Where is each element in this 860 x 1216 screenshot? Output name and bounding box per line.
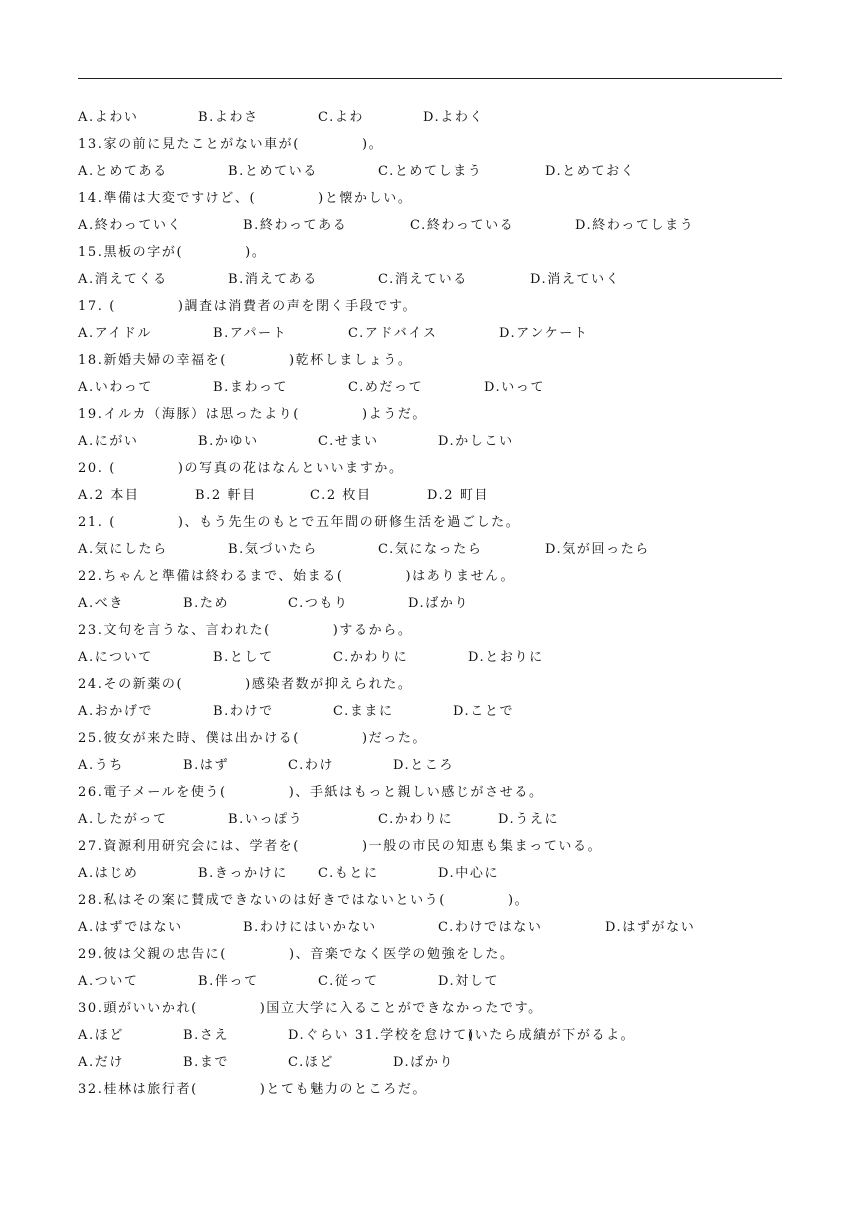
answer-option: D.アンケート	[499, 326, 589, 341]
question-line	[78, 887, 798, 914]
question-text-end: )と懐かしい。	[318, 191, 413, 206]
question-text: 19.イルカ（海豚）は思ったより(	[78, 407, 300, 422]
answer-option: B.2 軒目	[195, 488, 257, 503]
options-line	[78, 536, 798, 563]
options-line	[78, 1049, 798, 1076]
question-text: 28.私はその案に賛成できないのは好きではないという(	[78, 893, 446, 908]
options-line	[78, 212, 798, 239]
question-text: 32.桂林は旅行者(	[78, 1082, 198, 1097]
answer-option: D.消えていく	[530, 272, 621, 287]
question-line	[78, 131, 798, 158]
answer-option: B.さえ	[183, 1028, 230, 1043]
answer-option: C.2 枚目	[310, 488, 372, 503]
answer-option: D.ばかり	[393, 1055, 455, 1070]
question-text-end: )一般の市民の知恵も集まっている。	[361, 839, 603, 854]
answer-option: A.いわって	[78, 380, 153, 395]
answer-option: B.かゆい	[198, 434, 259, 449]
question-text: 22.ちゃんと準備は終わるまで、始まる(	[78, 569, 344, 584]
exam-content	[78, 104, 798, 1103]
answer-option: B.として	[213, 650, 274, 665]
question-text-end: )。	[245, 245, 267, 260]
question-line	[78, 779, 798, 806]
question-line	[78, 725, 798, 752]
answer-option: A.終わっていく	[78, 218, 183, 233]
question-line	[78, 455, 798, 482]
answer-option: C.もとに	[318, 866, 379, 881]
options-line	[78, 860, 798, 887]
answer-option: C.せまい	[318, 434, 379, 449]
answer-option: B.わけにはいかない	[243, 920, 377, 935]
answer-option: B.ため	[183, 596, 230, 611]
options-line	[78, 698, 798, 725]
answer-option: C.従って	[318, 974, 379, 989]
answer-option: B.はず	[183, 758, 230, 773]
question-text-end: )、もう先生のもとで五年間の研修生活を過ごした。	[177, 515, 521, 530]
answer-option: C.めだって	[348, 380, 424, 395]
question-text-end: )はありません。	[405, 569, 516, 584]
options-line	[78, 644, 798, 671]
options-line	[78, 752, 798, 779]
answer-option: B.まわって	[213, 380, 289, 395]
answer-option: A.にがい	[78, 434, 139, 449]
question-line	[78, 671, 798, 698]
answer-option: B.まで	[183, 1055, 230, 1070]
answer-option: D.ばかり	[408, 596, 470, 611]
options-line	[78, 104, 798, 131]
answer-option: D.気が回ったら	[545, 542, 650, 557]
question-text: 29.彼は父親の忠告に(	[78, 947, 227, 962]
question-line	[78, 239, 798, 266]
answer-option: D.終わってしまう	[575, 218, 695, 233]
answer-option: C.かわりに	[378, 812, 454, 827]
question-text: 14.準備は大変ですけど、(	[78, 191, 257, 206]
answer-option: A.はずではない	[78, 920, 183, 935]
answer-option: D.ぐらい 31.学校を怠けて(	[288, 1028, 475, 1043]
answer-option: D.中心に	[438, 866, 500, 881]
question-text: 15.黒板の字が(	[78, 245, 184, 260]
question-text-end: )。	[361, 137, 384, 152]
answer-option: D.2 町目	[427, 488, 490, 503]
answer-option: D.うえに	[498, 812, 560, 827]
answer-option: C.かわりに	[333, 650, 409, 665]
question-text: 27.資源利用研究会には、学者を(	[78, 839, 300, 854]
question-text: 30.頭がいいかれ(	[78, 1001, 198, 1016]
question-line	[78, 509, 798, 536]
question-text: 23.文句を言うな、言われた(	[78, 623, 271, 638]
answer-option: D.とおりに	[468, 650, 544, 665]
options-line	[78, 158, 798, 185]
question-text-end: )するから。	[332, 623, 413, 638]
answer-option: C.つもり	[288, 596, 349, 611]
options-line	[78, 428, 798, 455]
answer-option: C.終わっている	[410, 218, 515, 233]
answer-option: D.対して	[438, 974, 500, 989]
question-line	[78, 941, 798, 968]
question-line	[78, 347, 798, 374]
question-text-end: )乾杯しましょう。	[288, 353, 413, 368]
question-text-end: )国立大学に入ることができなかったです。	[259, 1001, 543, 1016]
options-line	[78, 968, 798, 995]
question-text-end: )感染者数が抑えられた。	[245, 677, 413, 692]
answer-option: A.ついて	[78, 974, 139, 989]
answer-option: C.よわ	[318, 110, 365, 125]
answer-option: D.かしこい	[438, 434, 514, 449]
question-line	[78, 833, 798, 860]
question-text-end: )だった。	[361, 731, 428, 746]
answer-option: C.消えている	[378, 272, 468, 287]
options-line	[78, 914, 798, 941]
answer-option: B.アパート	[213, 326, 288, 341]
options-line	[78, 1022, 798, 1049]
question-text: 24.その新薬の(	[78, 677, 184, 692]
answer-option: B.とめている	[228, 164, 318, 179]
question-text-end: )、手紙はもっと親しい感じがさせる。	[288, 785, 544, 800]
question-line	[78, 563, 798, 590]
answer-option: A.はじめ	[78, 866, 139, 881]
answer-option: C.わけではない	[438, 920, 543, 935]
question-text: 26.電子メールを使う(	[78, 785, 227, 800]
answer-option: D.とめておく	[545, 164, 636, 179]
answer-option: )いたら成績が下がるよ。	[468, 1028, 636, 1043]
answer-option: C.アドバイス	[348, 326, 438, 341]
question-line	[78, 995, 798, 1022]
answer-option: B.終わってある	[243, 218, 348, 233]
question-line	[78, 1076, 798, 1103]
question-text: 20. (	[78, 461, 116, 476]
answer-option: A.したがって	[78, 812, 168, 827]
answer-option: C.ほど	[288, 1055, 335, 1070]
options-line	[78, 806, 798, 833]
answer-option: B.よわさ	[198, 110, 259, 125]
answer-option: A.おかげで	[78, 704, 154, 719]
answer-option: C.気になったら	[378, 542, 483, 557]
answer-option: A.とめてある	[78, 164, 168, 179]
answer-option: A.だけ	[78, 1055, 124, 1070]
answer-option: B.消えてある	[228, 272, 318, 287]
answer-option: A.うち	[78, 758, 124, 773]
answer-option: D.はずがない	[605, 920, 696, 935]
answer-option: A.について	[78, 650, 153, 665]
answer-option: C.ままに	[333, 704, 394, 719]
answer-option: B.きっかけに	[198, 866, 288, 881]
answer-option: A.消えてくる	[78, 272, 168, 287]
answer-option: A.2 本目	[78, 488, 140, 503]
question-text: 18.新婚夫婦の幸福を(	[78, 353, 227, 368]
answer-option: A.アイドル	[78, 326, 152, 341]
options-line	[78, 266, 798, 293]
answer-option: D.ことで	[453, 704, 515, 719]
question-line	[78, 617, 798, 644]
question-text-end: )とても魅力のところだ。	[259, 1082, 428, 1097]
question-text-end: )ようだ。	[361, 407, 428, 422]
answer-option: C.わけ	[288, 758, 335, 773]
answer-option: B.伴って	[198, 974, 259, 989]
answer-option: A.よわい	[78, 110, 139, 125]
options-line	[78, 590, 798, 617]
question-text-end: )。	[507, 893, 530, 908]
header-rule	[78, 78, 782, 79]
answer-option: A.ほど	[78, 1028, 124, 1043]
question-text-end: )の写真の花はなんといいますか。	[177, 461, 404, 476]
question-text: 13.家の前に見たことがない車が(	[78, 137, 300, 152]
options-line	[78, 374, 798, 401]
answer-option: B.いっぽう	[228, 812, 304, 827]
answer-option: D.いって	[484, 380, 546, 395]
question-text-end: )調査は消費者の声を閉く手段です。	[177, 299, 418, 314]
question-line	[78, 401, 798, 428]
options-line	[78, 482, 798, 509]
answer-option: C.とめてしまう	[378, 164, 483, 179]
answer-option: A.気にしたら	[78, 542, 168, 557]
answer-option: D.よわく	[423, 110, 485, 125]
question-text: 21. (	[78, 515, 116, 530]
answer-option: B.気づいたら	[228, 542, 318, 557]
question-line	[78, 185, 798, 212]
question-text: 17. (	[78, 299, 116, 314]
answer-option: D.ところ	[393, 758, 455, 773]
question-text: 25.彼女が来た時、僕は出かける(	[78, 731, 300, 746]
question-text-end: )、音楽でなく医学の勉強をした。	[288, 947, 515, 962]
options-line	[78, 320, 798, 347]
question-line	[78, 293, 798, 320]
answer-option: B.わけで	[213, 704, 274, 719]
answer-option: A.べき	[78, 596, 124, 611]
